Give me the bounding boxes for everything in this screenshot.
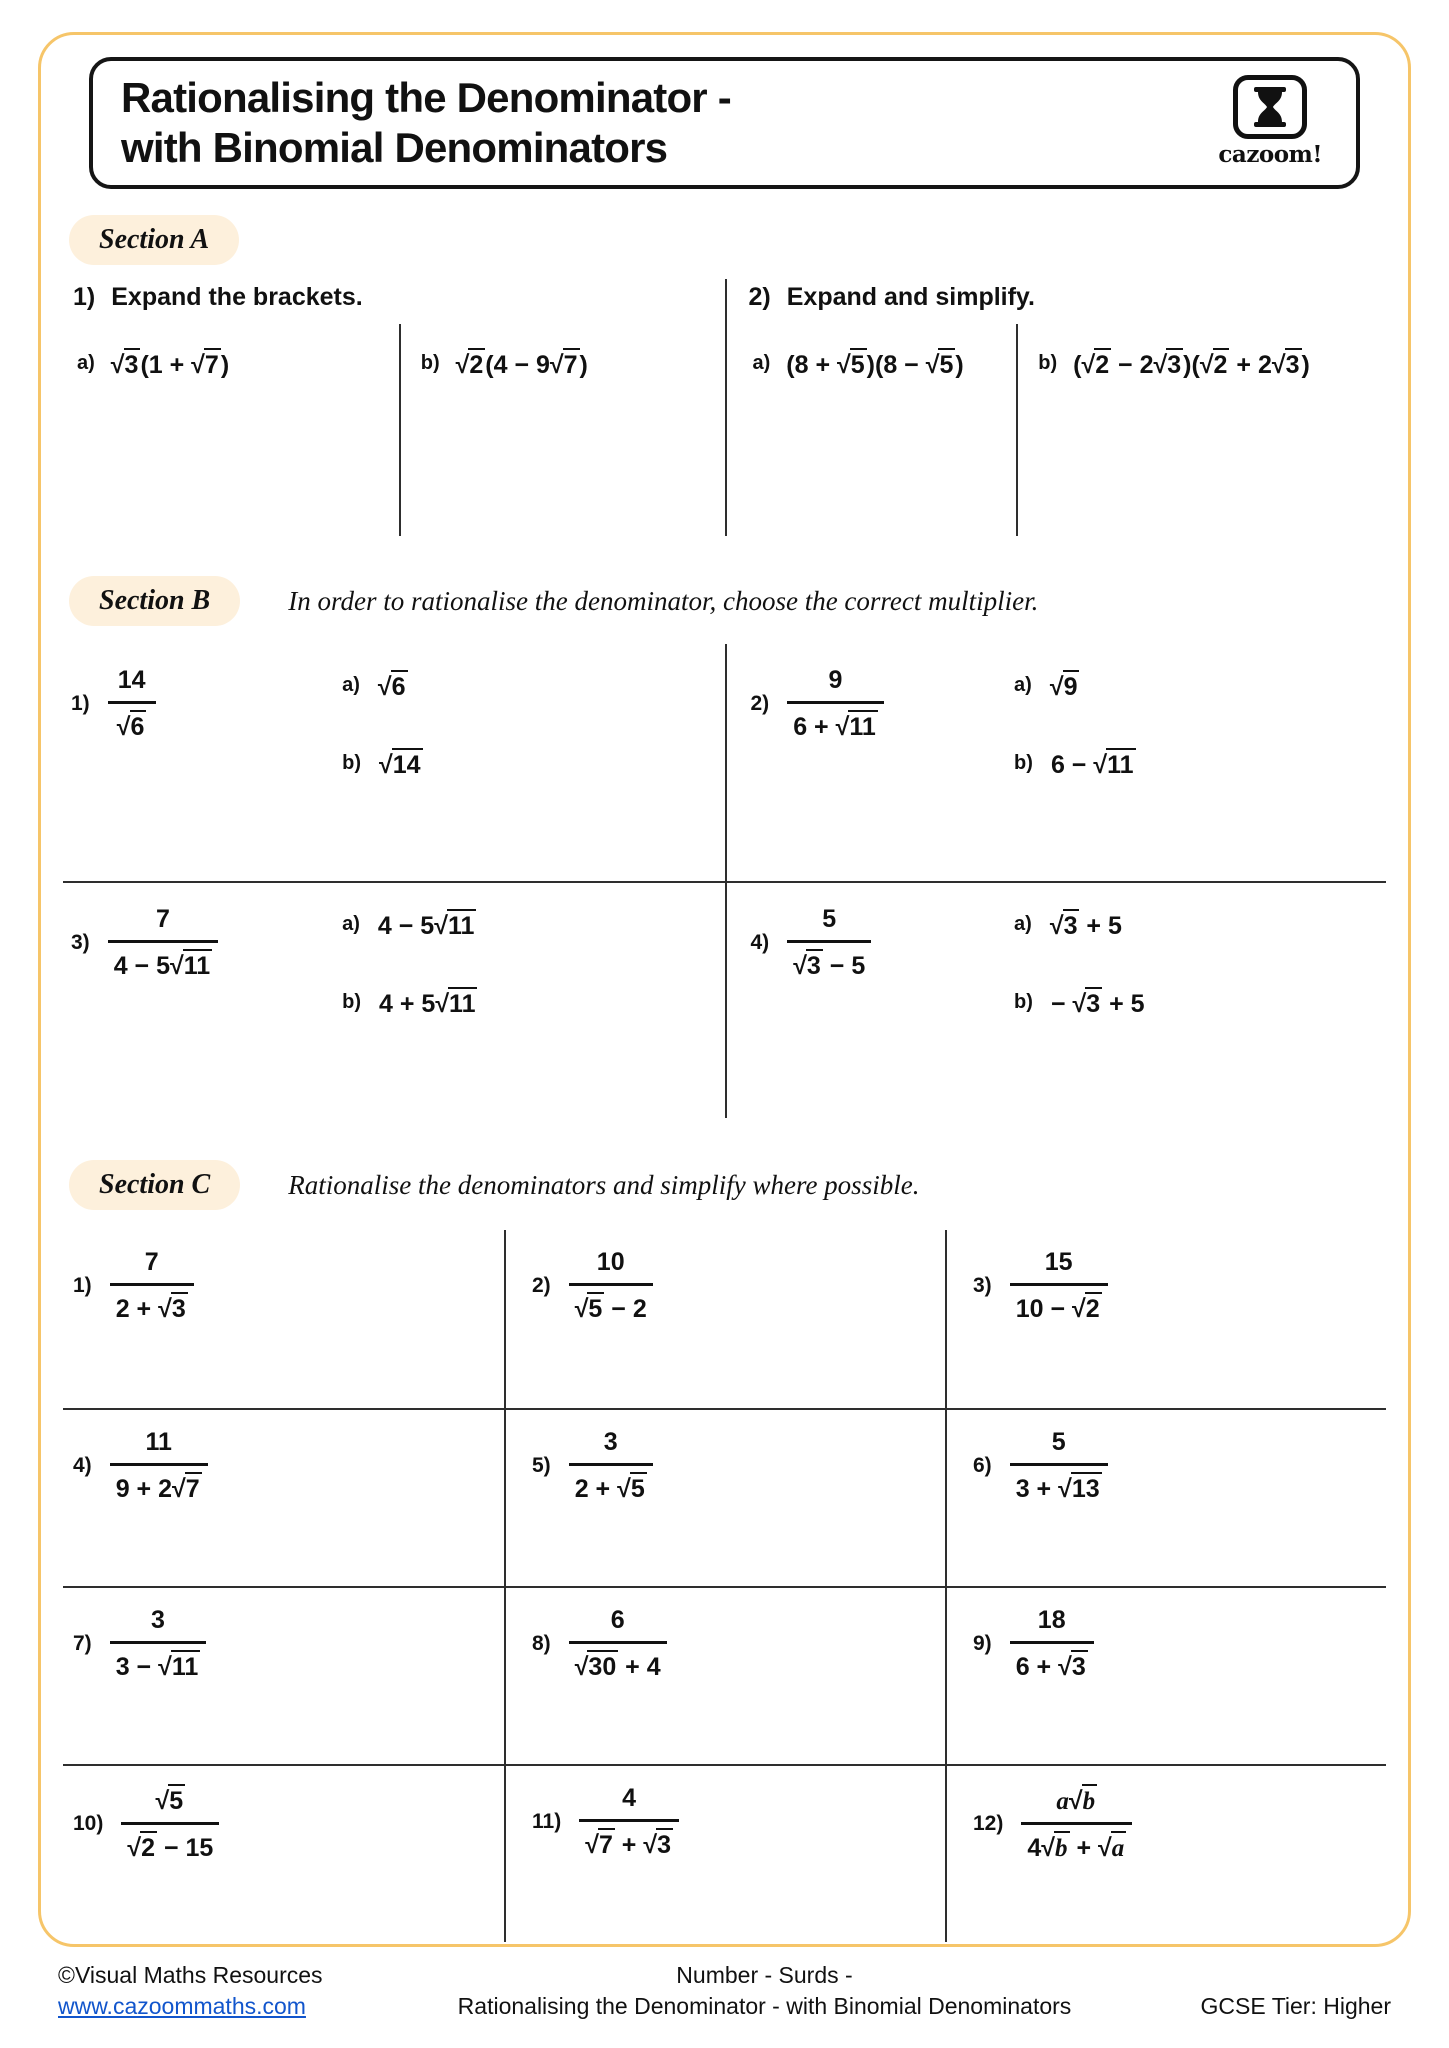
multiplier-option-a: [342, 909, 477, 941]
page-title: [121, 73, 731, 172]
section-c-label: Section C: [69, 1160, 240, 1210]
problem-statement: [973, 1248, 1144, 1324]
math-expression: 4 − 5√11: [378, 909, 476, 941]
multiplier-option-a: [1014, 670, 1135, 702]
fraction: [787, 905, 871, 981]
section-a-label: Section A: [69, 215, 239, 265]
section-c-content: [63, 1230, 1386, 1942]
problem-statement: [973, 1784, 1144, 1863]
problem-number: 9): [973, 1632, 992, 1655]
section-c-problem-7: [63, 1586, 504, 1764]
question-2: [725, 279, 1387, 536]
fraction-denominator: 6 + √11: [787, 704, 884, 742]
part-label: a): [752, 352, 771, 374]
part-label: a): [1014, 913, 1032, 935]
fraction-numerator: 7: [110, 1248, 194, 1286]
question-prompt-text: Expand the brackets.: [111, 283, 363, 311]
multiplier-option-b: [1014, 987, 1144, 1019]
section-a-header: [69, 215, 1386, 265]
math-expression: √2(4 − 9√7): [456, 348, 588, 380]
question-2b: [1016, 324, 1386, 536]
section-b-header: [69, 576, 1386, 626]
problem-statement: [973, 1606, 1144, 1682]
question-1a: [73, 324, 399, 536]
problem-number: 12): [973, 1811, 1004, 1835]
fraction-numerator: 10: [569, 1248, 653, 1286]
cazoom-logo-text: cazoom!: [1218, 141, 1322, 168]
section-c-header: [69, 1160, 1386, 1210]
part-label: b): [1038, 352, 1058, 374]
section-c-instruction: Rationalise the denominators and simplify where possible.: [288, 1169, 920, 1200]
fraction-numerator: 7: [108, 905, 218, 943]
fraction-denominator: √5 − 2: [569, 1286, 653, 1324]
fraction-numerator: √5: [121, 1784, 219, 1825]
section-c-problem-2: [504, 1230, 945, 1408]
problem-statement: [973, 1428, 1144, 1504]
fraction-denominator: 3 − √11: [110, 1644, 207, 1682]
footer-tier: GCSE Tier: Higher: [1200, 1993, 1391, 2019]
section-c-problem-9: [945, 1586, 1386, 1764]
part-label: b): [342, 991, 361, 1013]
fraction: [569, 1248, 653, 1324]
section-c-problem-6: [945, 1408, 1386, 1586]
problem-statement: [73, 1784, 252, 1863]
problem-statement: [73, 1606, 252, 1682]
fraction-denominator: 2 + √3: [110, 1286, 194, 1324]
fraction-numerator: 18: [1010, 1606, 1094, 1644]
fraction-numerator: a√b: [1021, 1784, 1132, 1825]
fraction-denominator: √6: [111, 704, 153, 742]
fraction-denominator: √3 − 5: [787, 943, 871, 981]
problem-statement: [751, 666, 1015, 742]
section-c-problem-10: [63, 1764, 504, 1942]
section-b-problem-2: [725, 644, 1387, 881]
footer-subtopic: Rationalising the Denominator - with Binomial Denominators: [457, 1993, 1072, 2019]
question-1b: [399, 324, 725, 536]
question-number: 2): [748, 283, 771, 311]
problem-number: 2): [750, 692, 770, 715]
question-1-prompt: [73, 283, 725, 312]
problem-number: 7): [73, 1632, 92, 1655]
problem-number: 3): [973, 1274, 992, 1297]
section-b-problem-4: [725, 881, 1387, 1118]
multiplier-option-b: [342, 748, 422, 780]
fraction-numerator: 14: [108, 666, 156, 704]
fraction-denominator: √2 − 15: [121, 1825, 219, 1863]
section-c-problem-3: [945, 1230, 1386, 1408]
fraction: [1010, 1606, 1094, 1682]
section-c-problem-4: [63, 1408, 504, 1586]
part-label: a): [342, 913, 360, 935]
fraction-denominator: 2 + √5: [569, 1466, 653, 1504]
section-c-problem-12: [945, 1764, 1386, 1942]
math-expression: (√2 − 2√3)(√2 + 2√3): [1073, 348, 1310, 380]
fraction: [579, 1784, 679, 1860]
multiplier-option-a: [1014, 909, 1144, 941]
fraction-denominator: 4 − 5√11: [108, 943, 218, 981]
fraction: [110, 1428, 208, 1504]
section-b-problem-1: [63, 644, 725, 881]
fraction: [108, 666, 156, 742]
math-expression: 4 + 5√11: [379, 987, 477, 1019]
multiplier-option-a: [342, 670, 422, 702]
section-a-content: [63, 279, 1386, 536]
section-c-problem-11: [504, 1764, 945, 1942]
fraction-numerator: 11: [110, 1428, 208, 1466]
fraction: [121, 1784, 219, 1863]
copyright-text: ©Visual Maths Resources: [58, 1962, 323, 1988]
multiplier-option-b: [342, 987, 477, 1019]
title-line-2: with Binomial Denominators: [121, 123, 668, 171]
problem-statement: [71, 905, 342, 981]
multiplier-option-b: [1014, 748, 1135, 780]
part-label: b): [342, 752, 361, 774]
math-expression: (8 + √5)(8 − √5): [786, 348, 963, 380]
math-expression: √3 + 5: [1050, 909, 1122, 941]
footer: [58, 1962, 1391, 2020]
fraction: [569, 1428, 653, 1504]
fraction-denominator: 6 + √3: [1010, 1644, 1094, 1682]
problem-number: 1): [71, 692, 90, 715]
fraction: [787, 666, 884, 742]
math-expression: √9: [1050, 670, 1080, 702]
fraction-denominator: 10 − √2: [1010, 1286, 1108, 1324]
part-label: b): [420, 352, 440, 374]
title-line-1: Rationalising the Denominator -: [121, 74, 731, 121]
question-2a: [749, 324, 1017, 536]
section-b-label: Section B: [69, 576, 240, 626]
problem-number: 10): [73, 1811, 104, 1835]
problem-statement: [532, 1784, 703, 1860]
problem-number: 6): [973, 1454, 992, 1477]
math-expression: − √3 + 5: [1051, 987, 1145, 1019]
math-expression: √14: [379, 748, 423, 780]
section-b-content: [63, 644, 1386, 1118]
problem-statement: [71, 666, 342, 742]
section-b-instruction: In order to rationalise the denominator, choose the correct multiplier.: [288, 585, 1039, 616]
question-prompt-text: Expand and simplify.: [786, 283, 1035, 311]
fraction: [1010, 1248, 1108, 1324]
problem-statement: [751, 905, 1015, 981]
problem-statement: [73, 1428, 252, 1504]
problem-statement: [532, 1606, 703, 1682]
fraction-numerator: 3: [110, 1606, 207, 1644]
section-c-problem-5: [504, 1408, 945, 1586]
worksheet-page: [38, 32, 1411, 1947]
fraction-numerator: 5: [787, 905, 871, 943]
problem-number: 4): [750, 931, 770, 954]
problem-statement: [532, 1248, 703, 1324]
fraction: [1021, 1784, 1132, 1863]
problem-statement: [532, 1428, 703, 1504]
fraction-denominator: √30 + 4: [569, 1644, 667, 1682]
fraction: [110, 1606, 207, 1682]
problem-number: 11): [532, 1810, 562, 1833]
fraction-denominator: 3 + √13: [1010, 1466, 1108, 1504]
footer-topic: Number - Surds -: [676, 1962, 853, 1988]
math-expression: √6: [378, 670, 408, 702]
part-label: b): [1014, 991, 1033, 1013]
fraction-numerator: 9: [787, 666, 884, 704]
problem-number: 2): [532, 1274, 551, 1297]
fraction-denominator: √7 + √3: [579, 1822, 679, 1860]
fraction-numerator: 5: [1010, 1428, 1108, 1466]
fraction: [108, 905, 218, 981]
section-c-problem-1: [63, 1230, 504, 1408]
problem-number: 1): [73, 1274, 92, 1297]
math-expression: √3(1 + √7): [111, 348, 229, 380]
problem-statement: [73, 1248, 252, 1324]
fraction-denominator: 4√b + √a: [1021, 1825, 1132, 1863]
hourglass-icon: [1233, 75, 1307, 139]
cazoom-logo: [1218, 75, 1322, 168]
question-number: 1): [73, 283, 96, 311]
fraction: [110, 1248, 194, 1324]
part-label: b): [1014, 752, 1033, 774]
fraction-denominator: 9 + 2√7: [110, 1466, 208, 1504]
section-c-problem-8: [504, 1586, 945, 1764]
part-label: a): [77, 352, 95, 374]
math-expression: 6 − √11: [1051, 748, 1136, 780]
problem-number: 3): [71, 931, 90, 954]
question-1: [63, 279, 725, 536]
problem-number: 5): [532, 1454, 551, 1477]
problem-number: 8): [532, 1632, 551, 1655]
part-label: a): [342, 674, 360, 696]
fraction: [569, 1606, 667, 1682]
fraction-numerator: 3: [569, 1428, 653, 1466]
website-link[interactable]: www.cazoommaths.com: [58, 1993, 306, 2019]
question-2-prompt: [749, 283, 1387, 312]
fraction-numerator: 4: [579, 1784, 679, 1822]
part-label: a): [1014, 674, 1032, 696]
problem-number: 4): [73, 1454, 92, 1477]
fraction: [1010, 1428, 1108, 1504]
fraction-numerator: 15: [1010, 1248, 1108, 1286]
fraction-numerator: 6: [569, 1606, 667, 1644]
section-b-problem-3: [63, 881, 725, 1118]
header-box: [89, 57, 1360, 189]
